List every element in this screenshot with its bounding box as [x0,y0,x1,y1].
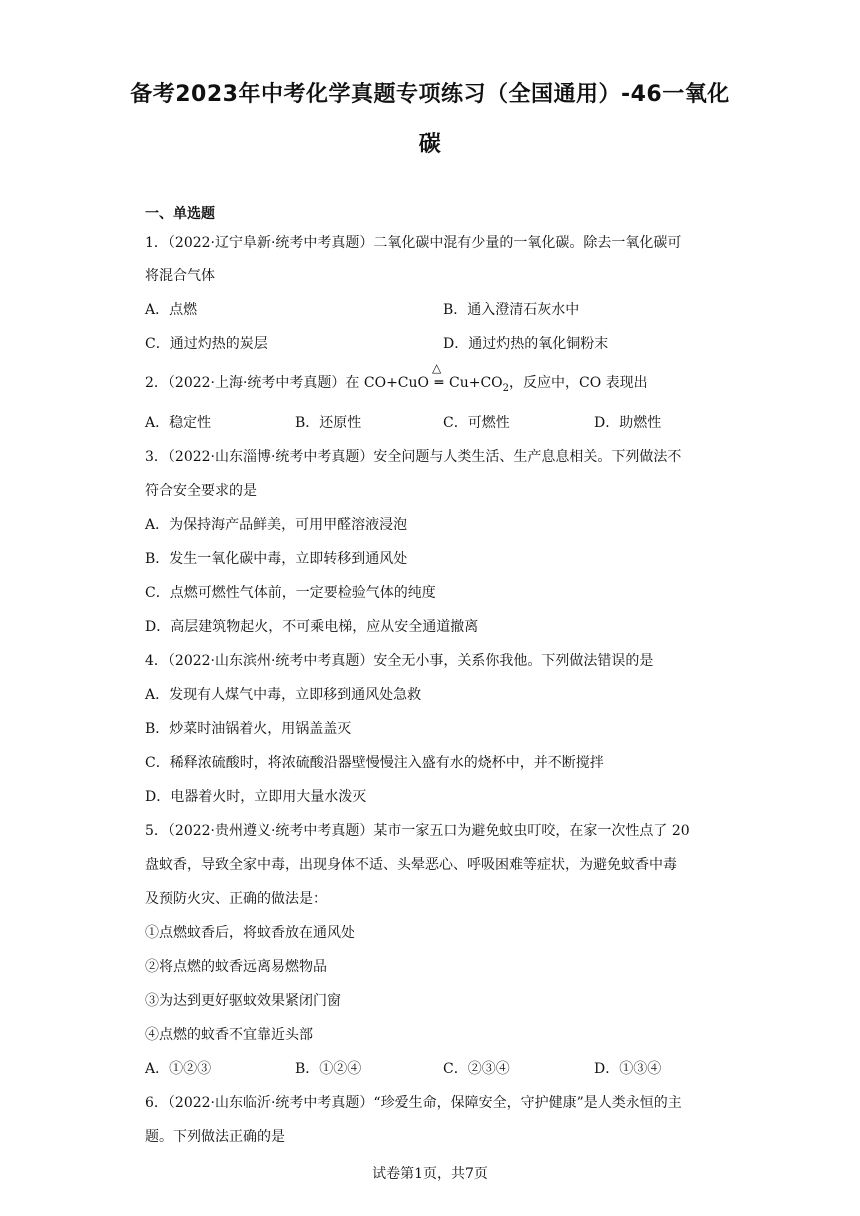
q4-option-a: A．发现有人煤气中毒，立即移到通风处急救 [145,687,422,703]
q3-option-a: A．为保持海产品鲜美，可用甲醛溶液浸泡 [145,517,408,533]
q2-option-c: C．可燃性 [443,415,510,431]
q5-statement-1: ①点燃蚊香后，将蚊香放在通风处 [145,925,355,941]
q1-option-a: A．点燃 [145,302,198,318]
q4-option-d: D．电器着火时，立即用大量水泼灭 [145,789,367,805]
q5-option-a: A．①②③ [145,1061,212,1077]
q3-stem-line-2: 符合安全要求的是 [145,483,257,499]
q5-option-c: C．②③④ [443,1061,510,1077]
q2-stem-post: ，反应中，CO 表现出 [509,375,648,391]
q1-stem-line-2: 将混合气体 [145,268,215,284]
title-line-1: 备考2023年中考化学真题专项练习（全国通用）-46一氧化 [130,82,730,107]
q2-subscript: 2 [502,382,510,394]
q5-statement-3: ③为达到更好驱蚊效果紧闭门窗 [145,993,341,1009]
q3-option-c: C．点燃可燃性气体前，一定要检验气体的纯度 [145,585,436,601]
q3-option-b: B．发生一氧化碳中毒，立即转移到通风处 [145,551,408,567]
document-title [120,70,740,170]
q5-statement-4: ④点燃的蚊香不宜靠近头部 [145,1027,313,1043]
q2-stem-pre: 2．（2022·上海·统考中考真题）在 CO+CuO [145,375,430,391]
heat-equals-sign [429,361,449,391]
q2-stem-products: Cu+CO [449,375,503,391]
q1-option-d: D．通过灼热的氧化铜粉末 [443,336,609,352]
q5-option-b: B．①②④ [295,1061,362,1077]
q2-stem [145,361,648,394]
q4-option-c: C．稀释浓硫酸时，将浓硫酸沿器壁慢慢注入盛有水的烧杯中，并不断搅拌 [145,755,604,771]
q5-statement-2: ②将点燃的蚊香远离易燃物品 [145,959,327,975]
title-line-2: 碳 [418,132,442,157]
section-heading: 一、单选题 [145,206,215,222]
heat-triangle-icon: △ [432,361,442,375]
q5-option-d: D．①③④ [594,1061,662,1077]
equals-mark: ═ [434,375,444,391]
q3-option-d: D．高层建筑物起火，不可乘电梯，应从安全通道撤离 [145,619,479,635]
q6-stem-line-1: 6．（2022·山东临沂·统考中考真题）“珍爱生命，保障安全，守护健康”是人类永恒的主 [145,1095,682,1111]
q1-option-c: C．通过灼热的炭层 [145,336,268,352]
q1-stem-line-1: 1．（2022·辽宁阜新·统考中考真题）二氧化碳中混有少量的一氧化碳。除去一氧化碳可 [145,235,682,251]
q3-stem-line-1: 3．（2022·山东淄博·统考中考真题）安全问题与人类生活、生产息息相关。下列做法不 [145,449,682,465]
q2-option-b: B．还原性 [295,415,362,431]
q5-stem-line-2: 盘蚊香，导致全家中毒，出现身体不适、头晕恶心、呼吸困难等症状，为避免蚊香中毒 [145,857,677,873]
q4-option-b: B．炒菜时油锅着火，用锅盖盖灭 [145,721,352,737]
q6-stem-line-2: 题。下列做法正确的是 [145,1129,285,1145]
page-footer: 试卷第1页，共7页 [372,1166,488,1182]
q4-stem: 4．（2022·山东滨州·统考中考真题）安全无小事，关系你我他。下列做法错误的是 [145,653,654,669]
q5-stem-line-3: 及预防火灾、正确的做法是： [145,891,327,907]
q1-option-b: B．通入澄清石灰水中 [443,302,580,318]
q2-option-a: A．稳定性 [145,415,212,431]
q5-stem-line-1: 5．（2022·贵州遵义·统考中考真题）某市一家五口为避免蚊虫叮咬，在家一次性点了 20 [145,823,690,839]
q2-option-d: D．助燃性 [594,415,662,431]
